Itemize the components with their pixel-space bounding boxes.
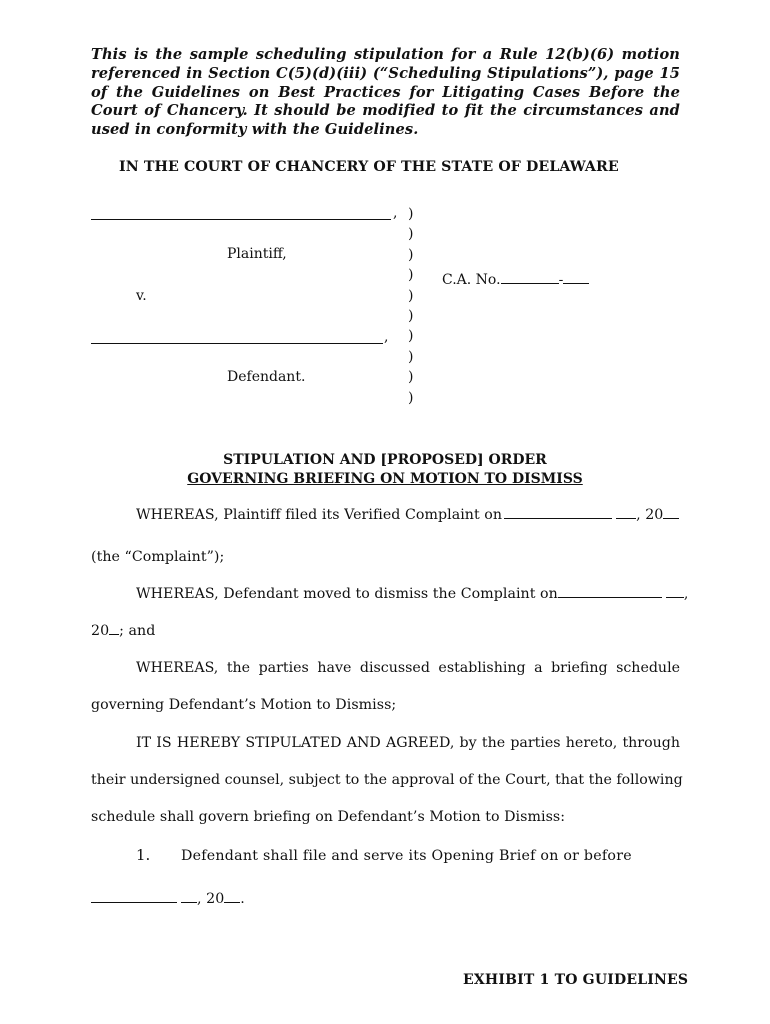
- item-1-date: [91, 891, 245, 907]
- caption-paren: ): [408, 206, 414, 222]
- exhibit-label: EXHIBIT 1 TO GUIDELINES: [463, 972, 689, 988]
- item-number: 1.: [136, 846, 151, 864]
- plaintiff-name-line: [91, 219, 391, 220]
- case-number-dash: -: [558, 272, 564, 288]
- comma: ,: [683, 586, 689, 602]
- whereas-discussed-line1: WHEREAS, the parties have discussed establishing a briefing schedule: [136, 660, 680, 676]
- item-1-text: Defendant shall file and serve its Opening Brief on or before: [181, 848, 632, 864]
- year-prefix: 20: [91, 623, 110, 639]
- date-blank: [558, 586, 662, 598]
- caption-paren: ): [408, 287, 414, 304]
- caption-paren: ): [408, 348, 414, 365]
- whereas-discussed-line2: governing Defendant’s Motion to Dismiss;: [91, 697, 397, 713]
- caption-paren: ): [408, 267, 414, 284]
- defendant-comma: ,: [384, 329, 389, 345]
- plaintiff-label: Plaintiff,: [227, 246, 287, 262]
- day-blank: [666, 586, 684, 598]
- whereas-complaint: [136, 507, 679, 523]
- caption-paren: ): [408, 389, 414, 406]
- document-subtitle: GOVERNING BRIEFING ON MOTION TO DISMISS: [187, 471, 583, 487]
- caption-paren: ): [408, 226, 414, 243]
- stipulated-line1: IT IS HEREBY STIPULATED AND AGREED, by the parties hereto, through: [136, 735, 680, 751]
- court-heading: IN THE COURT OF CHANCERY OF THE STATE OF DELAWARE: [119, 159, 619, 175]
- document-title: STIPULATION AND [PROPOSED] ORDER: [223, 452, 547, 468]
- complaint-definition: (the “Complaint”);: [91, 549, 225, 565]
- caption-paren: ): [408, 308, 414, 324]
- whereas-motion: [136, 586, 688, 602]
- period: .: [240, 891, 245, 907]
- case-number-blank: [563, 272, 589, 284]
- year-prefix: , 20: [636, 507, 664, 523]
- year-blank: [109, 623, 119, 635]
- year-blank: [224, 891, 240, 903]
- whereas-motion-text: WHEREAS, Defendant moved to dismiss the Complaint on: [136, 586, 558, 602]
- defendant-name-line: [91, 343, 383, 344]
- stipulated-line3: schedule shall govern briefing on Defendant’s Motion to Dismiss:: [91, 809, 566, 825]
- and-text: ; and: [119, 623, 156, 639]
- caption-paren: ): [408, 246, 414, 263]
- motion-year: [91, 623, 155, 639]
- plaintiff-comma: ,: [393, 205, 398, 221]
- day-blank: [616, 507, 636, 519]
- case-number: [442, 272, 589, 288]
- stipulated-line2: their undersigned counsel, subject to the approval of the Court, that the following: [91, 772, 683, 788]
- year-prefix: , 20: [197, 891, 225, 907]
- defendant-label: Defendant.: [227, 369, 306, 385]
- document-subtitle-wrap: [0, 471, 770, 487]
- case-number-blank: [501, 272, 559, 284]
- day-blank: [181, 891, 197, 903]
- instruction-note: This is the sample scheduling stipulation for a Rule 12(b)(6) motion referenced in Section C(5)(d)(iii) (“Scheduling Stipulations”), page 15 of the Guidelines on Best Practices for Litigating Cases Before the Court of Chancery. It should be modified to fit the circumstances and used in conformity with the Guidelines.: [91, 46, 680, 139]
- case-number-label: C.A. No.: [442, 272, 501, 288]
- date-blank: [91, 891, 177, 903]
- versus-label: v.: [136, 288, 147, 304]
- caption-paren: ): [408, 328, 414, 345]
- year-blank: [663, 507, 679, 519]
- caption-paren: ): [408, 369, 414, 386]
- date-blank: [504, 507, 612, 519]
- whereas-complaint-text: WHEREAS, Plaintiff filed its Verified Complaint on: [136, 507, 503, 523]
